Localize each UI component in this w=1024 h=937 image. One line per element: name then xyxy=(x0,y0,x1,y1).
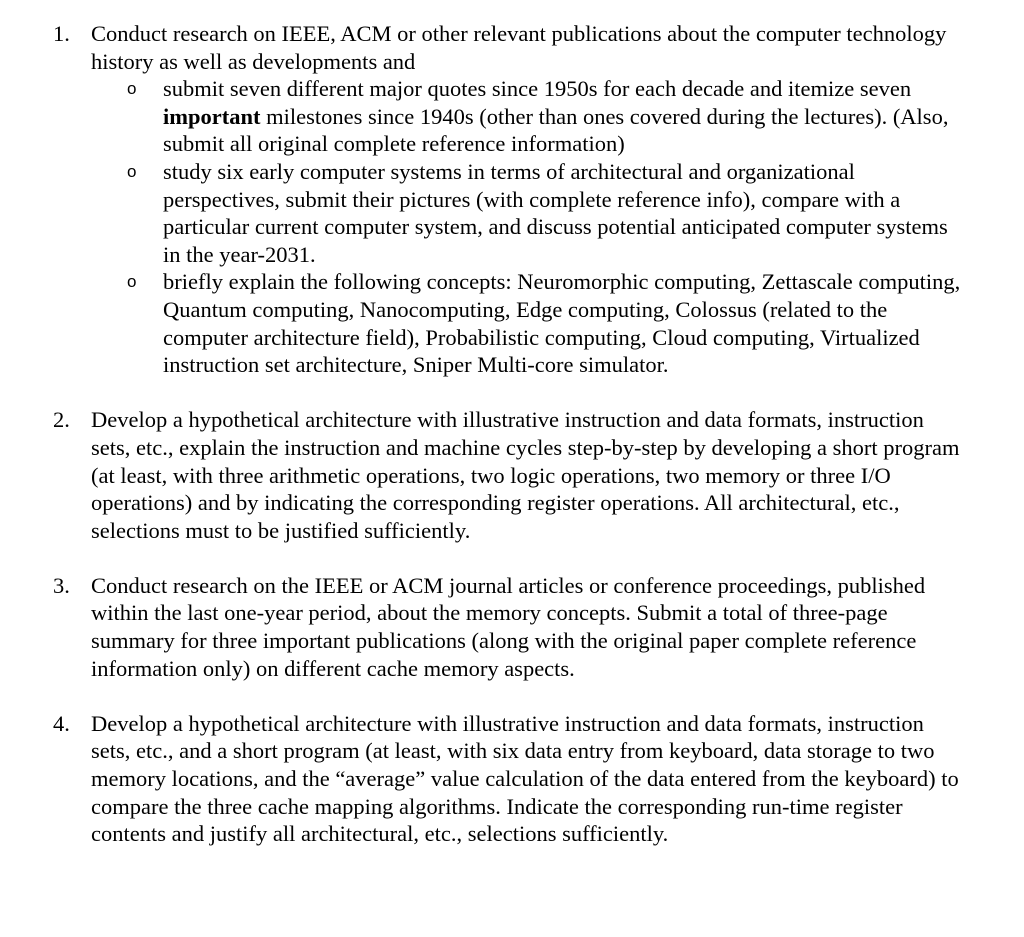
item-number: 4. xyxy=(53,710,70,736)
bullet-icon: o xyxy=(127,272,137,292)
item-text: Develop a hypothetical architecture with illustrative instruction and data formats, instruction sets, etc., explain the instruction and machine cycles step-by-step by developing a short program (at least, with three arithmetic operations, two logic operations, two memory or three I/O operations) and by indicating the corresponding register operations. All architectural, etc., selections must to be justified sufficiently. xyxy=(91,407,960,543)
item-number: 3. xyxy=(53,572,70,598)
sub-item-2 xyxy=(0,158,964,268)
document-page xyxy=(0,20,1024,848)
list-item-3 xyxy=(0,572,1024,682)
list-item-1 xyxy=(0,20,1024,379)
list-item-2 xyxy=(0,406,1024,544)
sub-item-text: briefly explain the following concepts: Neuromorphic computing, Zettascale computing, Quantum computing, Nanocomputing, Edge computing, Colossus (related to the computer architecture field), Probabilistic computing, Cloud computing, Virtualized instruction set architecture, Sniper Multi-core simulator. xyxy=(163,269,961,378)
sub-item-text: milestones since 1940s (other than ones covered during the lectures). (Also, submit all original complete reference information) xyxy=(163,103,949,157)
sub-item-text: study six early computer systems in terms of architectural and organizational perspectives, submit their pictures (with complete reference info), compare with a particular current computer system, and discuss potential anticipated computer systems in the year-2031. xyxy=(163,158,948,267)
item-text: Develop a hypothetical architecture with illustrative instruction and data formats, instruction sets, etc., and a short program (at least, with six data entry from keyboard, data storage to two memory locations, and the “average” value calculation of the data entered from the keyboard) to compare the three cache mapping algorithms. Indicate the corresponding run-time register contents and justify all architectural, etc., selections sufficiently. xyxy=(91,710,959,847)
sub-item-1 xyxy=(0,75,964,158)
item-text: Conduct research on IEEE, ACM or other relevant publications about the computer technology history as well as developments and xyxy=(91,21,947,74)
emphasis-text: important xyxy=(163,103,261,129)
sub-item-text: submit seven different major quotes since 1950s for each decade and itemize seven xyxy=(163,76,912,102)
sub-item-3 xyxy=(0,268,964,378)
item-text: Conduct research on the IEEE or ACM journal articles or conference proceedings, published within the last one-year period, about the memory concepts. Submit a total of three-page summary for three important publications (along with the original paper complete reference information only) on different cache memory aspects. xyxy=(91,572,926,681)
bullet-icon: o xyxy=(127,79,137,99)
item-number: 1. xyxy=(53,21,70,46)
bullet-icon: o xyxy=(127,161,137,181)
item-number: 2. xyxy=(53,407,70,433)
list-item-4 xyxy=(0,710,1024,848)
